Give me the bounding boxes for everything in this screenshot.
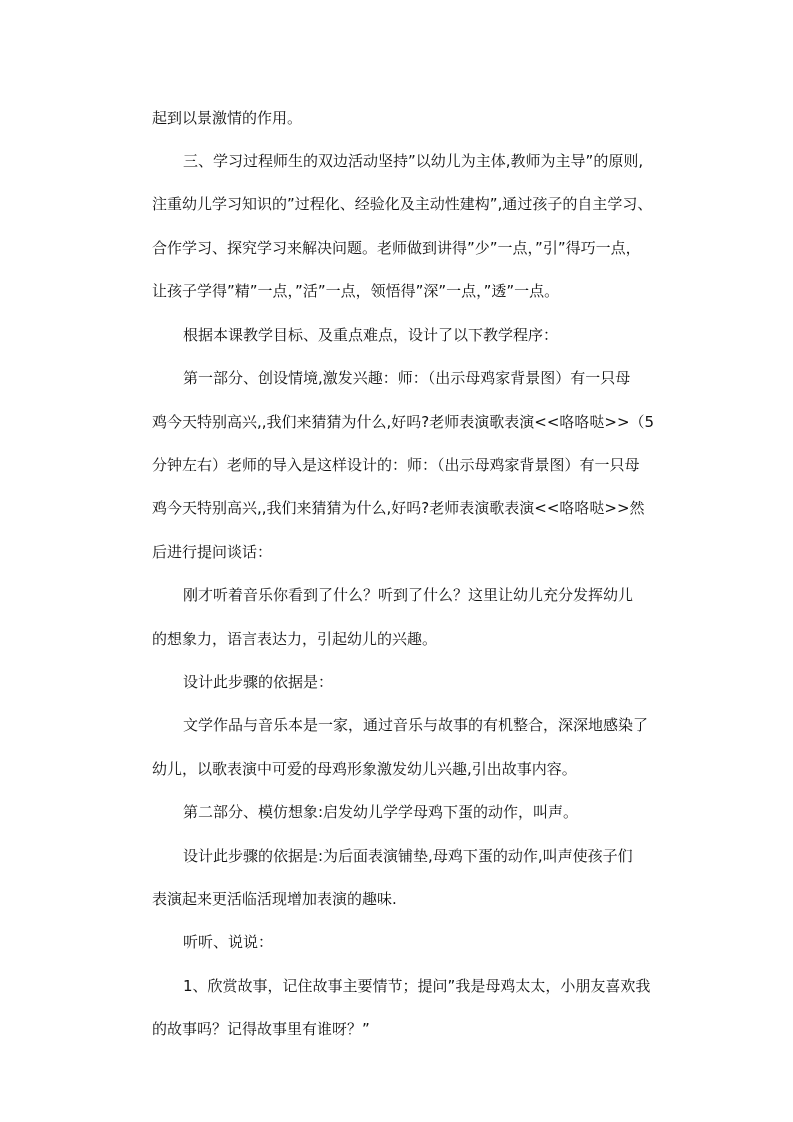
paragraph-line: 第二部分、模仿想象:启发幼儿学学母鸡下蛋的动作，叫声。 [183,803,579,821]
text-line: 后进行提问谈话： [152,543,273,561]
paragraph-line: 听听、说说： [183,933,274,951]
text-line: 注重幼儿学习知识的”过程化、经验化及主动性建构”,通过孩子的自主学习、 [152,195,653,213]
paragraph-line: 1、欣赏故事，记住故事主要情节；提问”我是母鸡太太，小朋友喜欢我 [183,977,651,995]
text-line: 让孩子学得”精”一点，”活”一点，领悟得”深”一点，”透”一点。 [152,282,560,300]
text-line: 的想象力，语言表达力，引起幼儿的兴趣。 [152,630,438,648]
text-line: 分钟左右）老师的导入是这样设计的：师：（出示母鸡家背景图）有一只母 [152,456,640,474]
paragraph-line: 设计此步骤的依据是:为后面表演铺垫,母鸡下蛋的动作,叫声使孩子们 [183,847,633,865]
paragraph-line: 第一部分、创设情境,激发兴趣：师：（出示母鸡家背景图）有一只母 [183,369,631,387]
paragraph-line: 设计此步骤的依据是： [183,673,334,691]
text-line: 鸡今天特别高兴,,我们来猜猜为什么,好吗?老师表演歌表演<<咯咯哒>>然 [152,499,645,517]
text-line: 合作学习、探究学习来解决问题。老师做到讲得”少”一点，”引”得巧一点， [152,239,641,257]
text-line: 幼儿，以歌表演中可爱的母鸡形象激发幼儿兴趣,引出故事内容。 [152,760,577,778]
paragraph-line: 三、学习过程师生的双边活动坚持”以幼儿为主体,教师为主导”的原则, [183,152,644,170]
text-line: 起到以景激情的作用。 [152,109,303,127]
text-line: 鸡今天特别高兴,,我们来猜猜为什么,好吗?老师表演歌表演<<咯咯哒>>（5 [152,413,655,431]
paragraph-line: 刚才听着音乐你看到了什么？听到了什么？这里让幼儿充分发挥幼儿 [183,586,634,604]
paragraph-line: 根据本课教学目标、及重点难点，设计了以下教学程序： [183,326,559,344]
paragraph-line: 文学作品与音乐本是一家，通过音乐与故事的有机整合，深深地感染了 [183,716,649,734]
text-line: 表演起来更活临活现增加表演的趣味. [152,890,397,908]
text-line: 的故事吗？记得故事里有谁呀？” [152,1020,370,1038]
